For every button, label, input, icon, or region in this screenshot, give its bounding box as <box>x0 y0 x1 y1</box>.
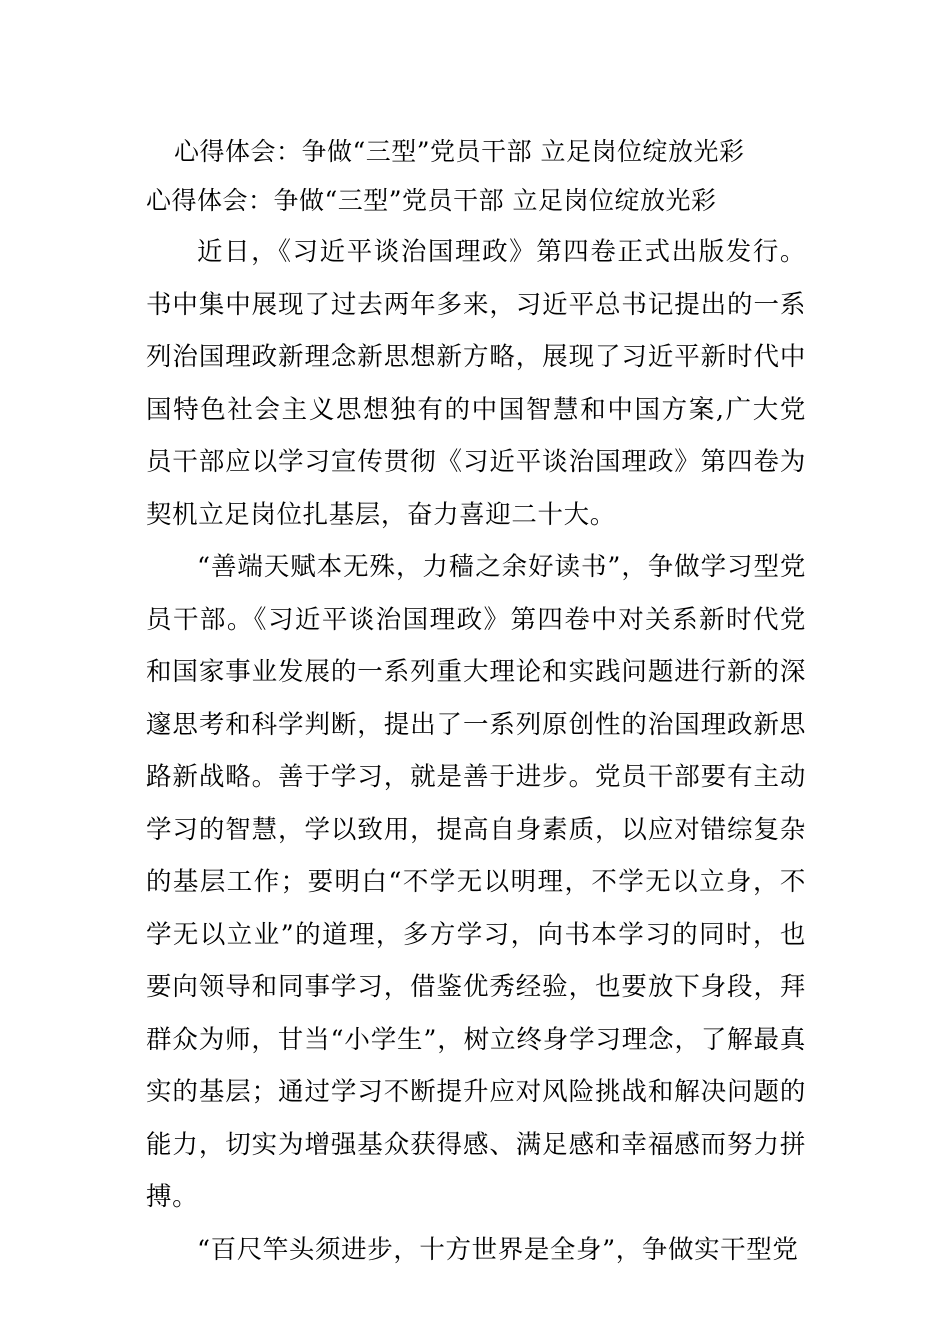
paragraph-practice: “百尺竿头须进步，十方世界是全身”，争做实干型党 <box>197 1234 799 1265</box>
document-title: 心得体会：争做“三型”党员干部 立足岗位绽放光彩 <box>174 137 745 166</box>
paragraph-learning: “善端天赋本无殊，力穑之余好读书”，争做学习型党员干部。《习近平谈治国理政》第四卷中对关系新时代党和国家事业发展的一系列重大理论和实践问题进行新的深邃思考和科学判断，提出了一系列原创性的治国理政新思路新战略。善于学习，就是善于进步。党员干部要有主动学习的智慧，学以致用，提高自身素质，以应对错综复杂的基层工作；要明白“不学无以明理，不学无以立身，不学无以立业”的道理，多方学习，向书本学习的同时，也要向领导和同事学习，借鉴优秀经验，也要放下身段，拜群众为师，甘当“小学生”，树立终身学习理念，了解最真实的基层；通过学习不断提升应对风险挑战和解决问题的能力，切实为增强基众获得感、满足感和幸福感而努力拼搏。 <box>146 552 806 1212</box>
document-title-repeat: 心得体会：争做“三型”党员干部 立足岗位绽放光彩 <box>146 186 717 215</box>
document-body <box>146 226 806 1276</box>
paragraph-intro: 近日，《习近平谈治国理政》第四卷正式出版发行。书中集中展现了过去两年多来，习近平总书记提出的一系列治国理政新理念新思想新方略，展现了习近平新时代中国特色社会主义思想独有的中国智慧和中国方案,广大党员干部应以学习宣传贯彻《习近平谈治国理政》第四卷为契机立足岗位扎基层，奋力喜迎二十大。 <box>146 237 806 530</box>
